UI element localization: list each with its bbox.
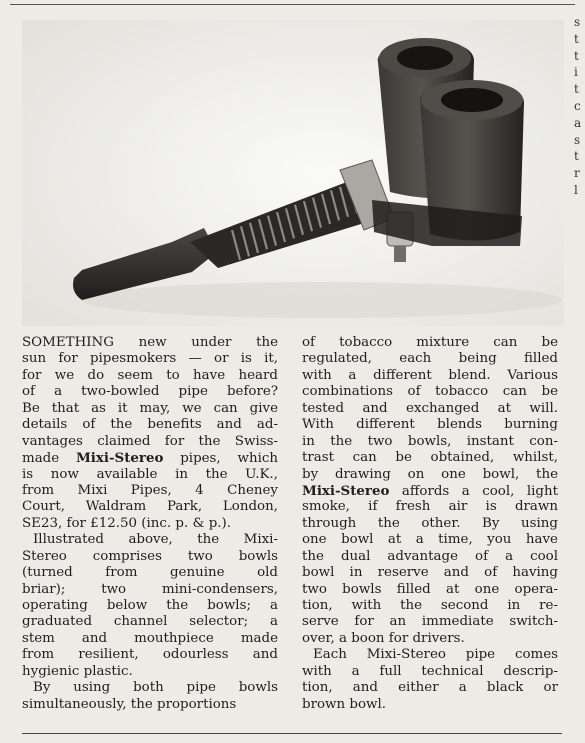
top-rule (10, 4, 575, 5)
edge-letter: l (574, 182, 578, 194)
text-run: serve for an immediate switch- (302, 614, 558, 630)
text-run: from Mixi Pipes, 4 Cheney (22, 482, 278, 498)
text-line (22, 401, 278, 417)
text-run: pipes, which (163, 451, 278, 467)
text-line (22, 664, 278, 680)
text-run: bowl in reserve and of having (302, 565, 558, 581)
text-line (22, 582, 278, 598)
product-name: Mixi-Stereo (75, 450, 164, 467)
text-run: the dual advantage of a cool (302, 548, 558, 564)
text-line (302, 467, 558, 483)
edge-letter: i (574, 65, 578, 80)
text-run: Illustrated above, the Mixi- (33, 532, 278, 548)
text-run: stem and mouthpiece made (22, 630, 278, 646)
text-line (22, 483, 278, 499)
bottom-rule (22, 733, 562, 734)
text-run: over, a boon for drivers. (302, 630, 465, 646)
text-run: Court, Waldram Park, London, (22, 499, 278, 515)
article-column-right (302, 335, 558, 713)
edge-letter: t (574, 149, 579, 164)
pipe-photo (22, 20, 564, 326)
text-run: By using both pipe bowls (33, 680, 278, 696)
product-name: Mixi-Stereo (302, 482, 390, 499)
edge-letter: t (574, 48, 579, 63)
text-run: from resilient, odourless and (22, 647, 278, 663)
text-line (22, 532, 278, 548)
text-run: with a full technical descrip- (302, 663, 558, 679)
text-run: of tobacco mixture can be (302, 335, 558, 350)
text-run: operating below the bowls; a (22, 598, 278, 613)
text-run: SOMETHING new under the (22, 335, 278, 350)
text-run: by drawing on one bowl, the (302, 466, 558, 482)
text-line (22, 516, 278, 532)
edge-letter: s (574, 132, 581, 147)
text-line (302, 516, 558, 532)
text-line (302, 614, 558, 630)
text-run: brown bowl. (302, 696, 387, 712)
two-bowl-pipe-illustration (22, 20, 564, 326)
edge-letter: r (574, 166, 580, 181)
text-run: with a different blend. Various (302, 367, 558, 383)
text-line (302, 664, 558, 680)
text-run: made (22, 451, 76, 467)
text-run: (turned from genuine old (22, 565, 278, 581)
text-line (302, 532, 558, 548)
text-line (302, 483, 558, 499)
text-line (302, 351, 558, 367)
text-line (302, 647, 558, 663)
text-run: vantages claimed for the Swiss- (22, 433, 278, 449)
text-line (302, 697, 558, 713)
text-run: simultaneously, the proportions (22, 696, 237, 712)
edge-letter: c (574, 98, 581, 113)
text-run: through the other. By using (302, 515, 558, 531)
text-run: tion, and either a black or (302, 680, 558, 696)
text-run: hygienic plastic. (22, 663, 133, 679)
text-run: one bowl at a time, you have (302, 532, 558, 548)
text-run: details of the benefits and ad- (22, 417, 278, 433)
text-run: combinations of tobacco can be (302, 384, 558, 400)
text-line (302, 335, 558, 351)
text-run: regulated, each being filled (302, 351, 558, 367)
text-run: sun for pipesmokers — or is it, (22, 351, 278, 367)
text-run: Each Mixi-Stereo pipe comes (313, 647, 558, 663)
text-line (302, 368, 558, 384)
text-line (22, 368, 278, 384)
text-line (22, 417, 278, 433)
text-line (302, 401, 558, 417)
text-run: trast can be obtained, whilst, (302, 450, 558, 466)
text-run: briar); two mini-condensers, (22, 581, 278, 597)
text-line (302, 499, 558, 515)
text-run: affords a cool, light (389, 483, 558, 499)
text-line (302, 384, 558, 400)
text-run: With different blends burning (302, 417, 558, 433)
text-line (22, 450, 278, 466)
text-line (22, 434, 278, 450)
text-line (22, 614, 278, 630)
text-run: in the two bowls, instant con- (302, 433, 558, 449)
edge-letter: t (574, 82, 579, 97)
text-run: Stereo comprises two bowls (22, 548, 278, 564)
text-line (22, 335, 278, 351)
text-line (22, 631, 278, 647)
text-line (302, 598, 558, 614)
text-line (302, 417, 558, 433)
text-line (22, 499, 278, 515)
text-line (22, 467, 278, 483)
text-line (22, 647, 278, 663)
text-line (22, 565, 278, 581)
article-column-left (22, 335, 278, 713)
text-line (302, 680, 558, 696)
text-line (302, 565, 558, 581)
text-run: tested and exchanged at will. (302, 400, 558, 416)
text-line (22, 549, 278, 565)
text-run: graduated channel selector; a (22, 614, 278, 630)
text-line (302, 434, 558, 450)
adjacent-column-fragment (574, 14, 585, 194)
text-run: of a two-bowled pipe before? (22, 384, 278, 400)
edge-letter: s (574, 15, 581, 29)
text-line (22, 680, 278, 696)
text-run: for we do seem to have heard (22, 367, 278, 383)
text-run: tion, with the second in re- (302, 598, 558, 613)
text-line (302, 549, 558, 565)
text-line (302, 450, 558, 466)
text-line (22, 598, 278, 614)
text-line (302, 582, 558, 598)
edge-letter: a (574, 115, 582, 130)
text-run: Be that as it may, we can give (22, 400, 278, 416)
text-run: two bowls filled at one opera- (302, 581, 558, 597)
text-line (22, 384, 278, 400)
text-line (22, 351, 278, 367)
text-line (22, 697, 278, 713)
text-run: is now available in the U.K., (22, 466, 278, 482)
edge-letter: t (574, 31, 579, 46)
text-run: SE23, for £12.50 (inc. p. & p.). (22, 515, 231, 531)
text-run: smoke, if fresh air is drawn (302, 499, 558, 515)
text-line (302, 631, 558, 647)
